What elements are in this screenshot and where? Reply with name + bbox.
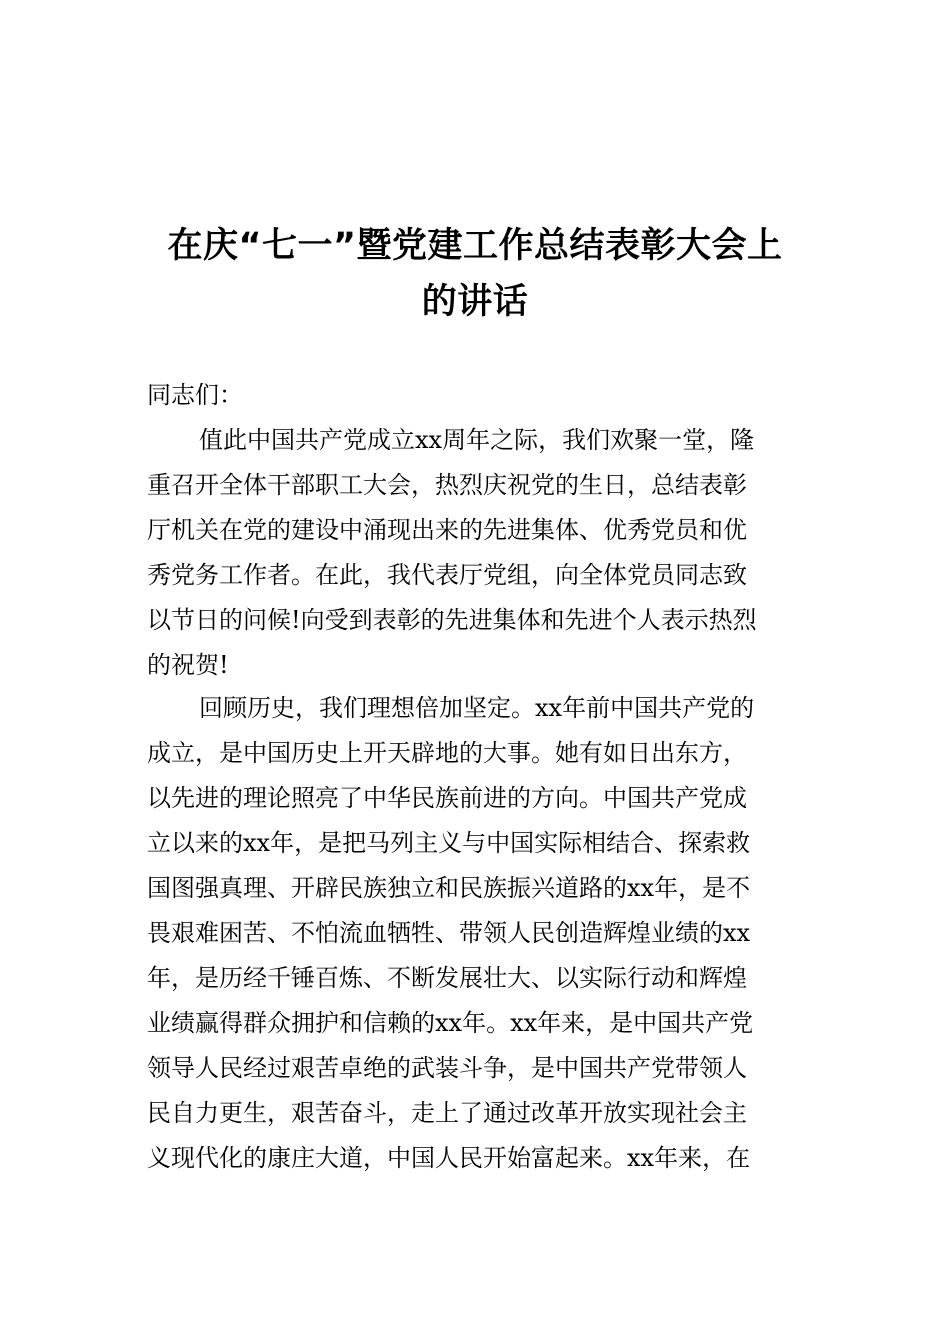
paragraph-1-line-3: 厅机关在党的建设中涌现出来的先进集体、优秀党员和优: [147, 516, 747, 544]
paragraph-2-line-1: 回顾历史，我们理想倍加坚定。xx年前中国共产党的: [199, 694, 755, 722]
paragraph-2-line-5: 国图强真理、开辟民族独立和民族振兴道路的xx年，是不: [147, 874, 751, 902]
text-line: 值此中国共产党成立xx周年之际，我们欢聚一堂，隆: [199, 426, 755, 454]
document-title-line-2: 的讲话: [421, 282, 529, 322]
document-body: [147, 377, 807, 1197]
paragraph-2-line-10: 民自力更生，艰苦奋斗，走上了通过改革开放实现社会主: [147, 1099, 747, 1127]
paragraph-2-line-3: 以先进的理论照亮了中华民族前进的方向。中国共产党成: [147, 784, 747, 812]
paragraph-2-line-9: 领导人民经过艰苦卓绝的武装斗争，是中国共产党带领人: [147, 1054, 747, 1082]
paragraph-1-line-4: 秀党务工作者。在此，我代表厅党组，向全体党员同志致: [147, 561, 747, 589]
paragraph-1-line-6: 的祝贺!: [147, 651, 229, 679]
paragraph-2-line-6: 畏艰难困苦、不怕流血牺牲、带领人民创造辉煌业绩的xx: [147, 919, 751, 947]
paragraph-1-line-1: [199, 422, 807, 458]
paragraph-2-line-11: 义现代化的康庄大道，中国人民开始富起来。xx年来，在: [147, 1144, 751, 1172]
paragraph-1-line-2: 重召开全体干部职工大会，热烈庆祝党的生日，总结表彰: [147, 471, 747, 499]
paragraph-2-line-2: 成立，是中国历史上开天辟地的大事。她有如日出东方，: [147, 739, 747, 767]
document-title-line-1: 在庆“七一”暨党建工作总结表彰大会上: [167, 226, 783, 266]
paragraph-2-line-7: 年，是历经千锤百炼、不断发展壮大、以实际行动和辉煌: [147, 964, 747, 992]
paragraph-2-line-4: 立以来的xx年，是把马列主义与中国实际相结合、探索救: [147, 829, 751, 857]
salutation: 同志们：: [147, 381, 243, 409]
paragraph-2-line-8: 业绩赢得群众拥护和信赖的xx年。xx年来，是中国共产党: [147, 1009, 754, 1037]
paragraph-1-line-5: 以节日的问候!向受到表彰的先进集体和先进个人表示热烈: [147, 606, 757, 634]
